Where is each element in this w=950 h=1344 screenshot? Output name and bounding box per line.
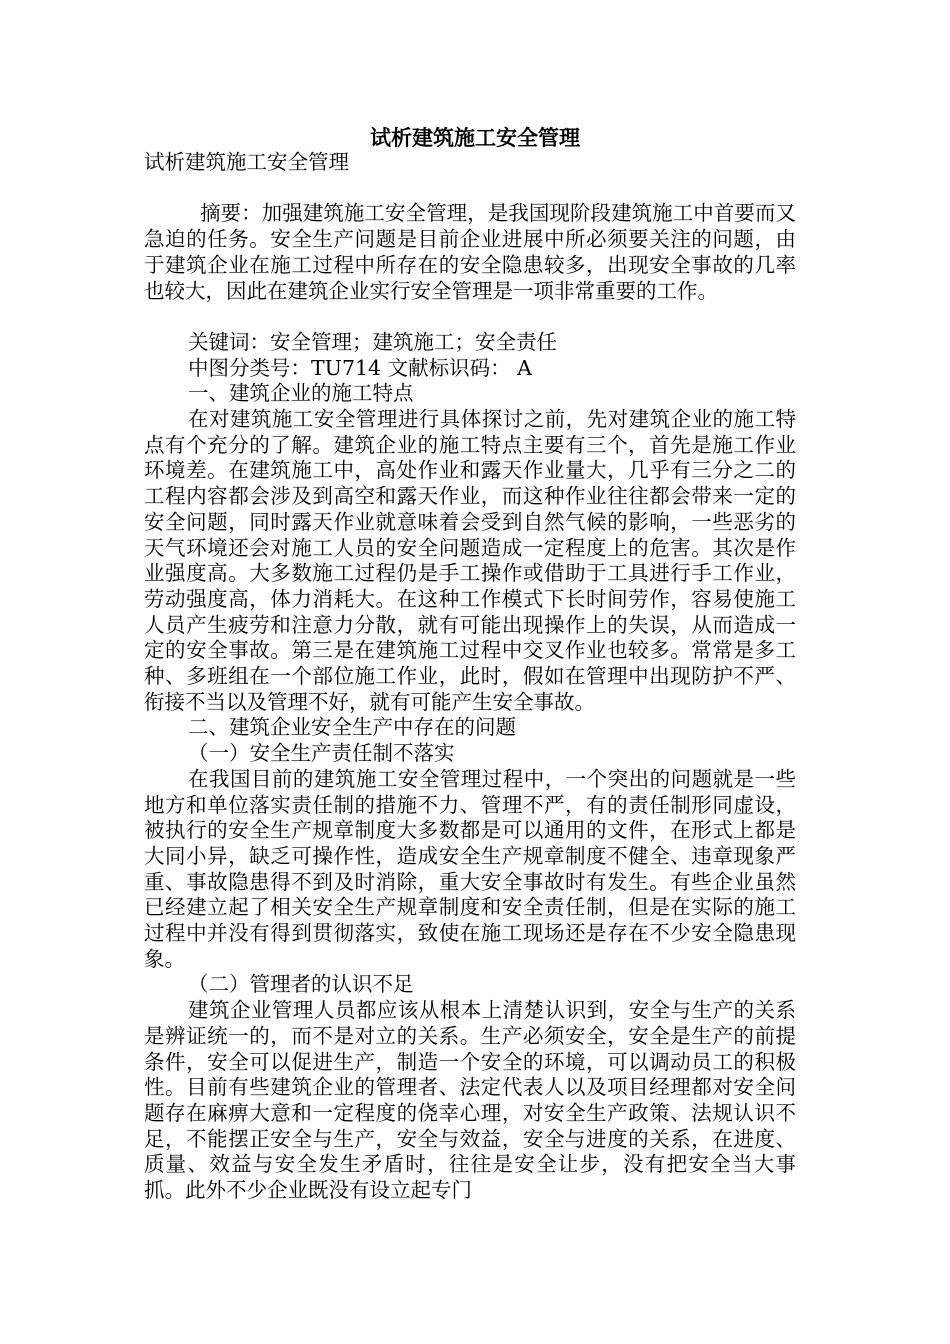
- subsection-heading-2: （二）管理者的认识不足: [188, 972, 414, 997]
- subsection-heading-1: （一）安全生产责任制不落实: [188, 741, 455, 766]
- section-heading-1: 一、建筑企业的施工特点: [188, 381, 414, 406]
- document-subtitle: 试析建筑施工安全管理: [144, 150, 349, 174]
- subsection-paragraph-1: 在我国目前的建筑施工安全管理过程中，一个突出的问题就是一些地方和单位落实责任制的措施不力、管理不严，有的责任制形同虚设，被执行的安全生产规章制度大多数都是可以通用的文件，在形式上都是大同小异，缺乏可操作性，造成安全生产规章制度不健全、违章现象严重、事故隐患得不到及时消除，重大安全事故时有发生。有些企业虽然已经建立起了相关安全生产规章制度和安全责任制，但是在实际的施工过程中并没有得到贯彻落实，致使在施工现场还是存在不少安全隐患现象。: [144, 766, 796, 971]
- subsection-paragraph-2: 建筑企业管理人员都应该从根本上清楚认识到，安全与生产的关系是辨证统一的，而不是对立的关系。生产必须安全，安全是生产的前提条件，安全可以促进生产，制造一个安全的环境，可以调动员工的积极性。目前有些建筑企业的管理者、法定代表人以及项目经理都对安全问题存在麻痹大意和一定程度的侥幸心理，对安全生产政策、法规认识不足，不能摆正安全与生产，安全与效益，安全与进度的关系，在进度、质量、效益与安全发生矛盾时，往往是安全让步，没有把安全当大事抓。此外不少企业既没有设立起专门: [144, 998, 796, 1203]
- section-paragraph-1: 在对建筑施工安全管理进行具体探讨之前，先对建筑企业的施工特点有个充分的了解。建筑企业的施工特点主要有三个，首先是施工作业环境差。在建筑施工中，高处作业和露天作业量大，几乎有三分之二的工程内容都会涉及到高空和露天作业，而这种作业往往都会带来一定的安全问题，同时露天作业就意味着会受到自然气候的影响，一些恶劣的天气环境还会对施工人员的安全问题造成一定程度上的危害。其次是作业强度高。大多数施工过程仍是手工操作或借助于工具进行手工作业，劳动强度高，体力消耗大。在这种工作模式下长时间劳作，容易使施工人员产生疲劳和注意力分散，就有可能出现操作上的失误，从而造成一定的安全事故。第三是在建筑施工过程中交叉作业也较多。常常是多工种、多班组在一个部位施工作业，此时，假如在管理中出现防护不严、衔接不当以及管理不好，就有可能产生安全事故。: [144, 407, 796, 714]
- section-heading-2: 二、建筑企业安全生产中存在的问题: [188, 715, 516, 740]
- abstract-paragraph: 摘要：加强建筑施工安全管理，是我国现阶段建筑施工中首要而又急迫的任务。安全生产问题是目前企业进展中所必须要关注的问题，由于建筑企业在施工过程中所存在的安全隐患较多，出现安全事故的几率也较大，因此在建筑企业实行安全管理是一项非常重要的工作。: [144, 201, 796, 303]
- keywords-line: 关键词：安全管理；建筑施工；安全责任: [188, 329, 557, 354]
- document-title: 试析建筑施工安全管理: [370, 125, 580, 150]
- classification-line: 中图分类号：TU714 文献标识码： A: [188, 355, 532, 380]
- document-body: [144, 150, 796, 1204]
- blank-line: [144, 304, 796, 330]
- blank-line: [144, 176, 796, 202]
